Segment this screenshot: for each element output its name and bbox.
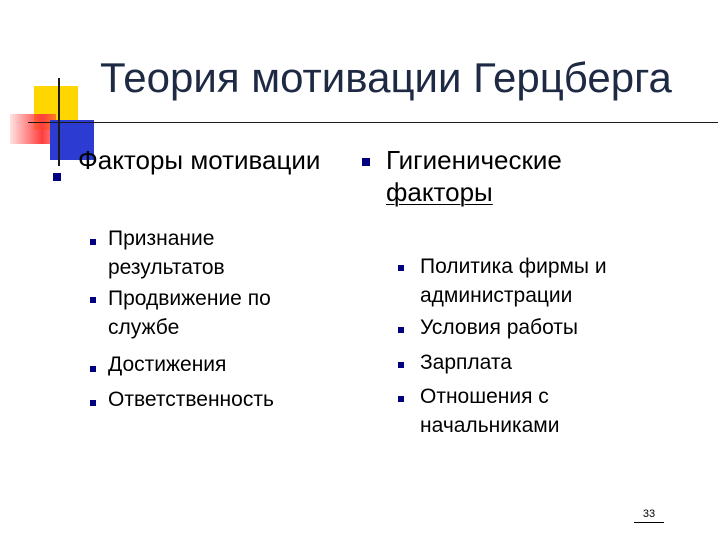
- bullet: [90, 239, 96, 245]
- left-item-2: Продвижение по службе: [108, 287, 271, 339]
- bullet: [398, 327, 404, 333]
- bullet: [90, 400, 96, 406]
- slide-title: Теория мотивации Герцберга: [100, 54, 672, 101]
- left-item-1: Признание результатов: [108, 227, 225, 279]
- bullet: [90, 366, 96, 372]
- right-item-4: Отношения с начальниками: [420, 385, 560, 437]
- bullet: [90, 297, 96, 303]
- right-item-2: Условия работы: [420, 316, 579, 339]
- right-item-1: Политика фирмы и администрации: [420, 255, 607, 307]
- page-number: 33: [634, 506, 664, 523]
- bullet-left-heading: [53, 173, 61, 181]
- left-item-3: Достижения: [108, 353, 227, 376]
- left-item-4: Ответственность: [108, 388, 274, 411]
- bullet: [398, 362, 404, 368]
- bullet: [398, 396, 404, 402]
- bullet-right-heading: [362, 158, 370, 166]
- bullet: [398, 265, 404, 271]
- decorative-horizontal-line: [28, 122, 718, 123]
- left-heading: Факторы мотивации: [78, 145, 321, 175]
- right-item-3: Зарплата: [420, 351, 512, 374]
- right-heading: Гигиенические факторы: [386, 145, 562, 207]
